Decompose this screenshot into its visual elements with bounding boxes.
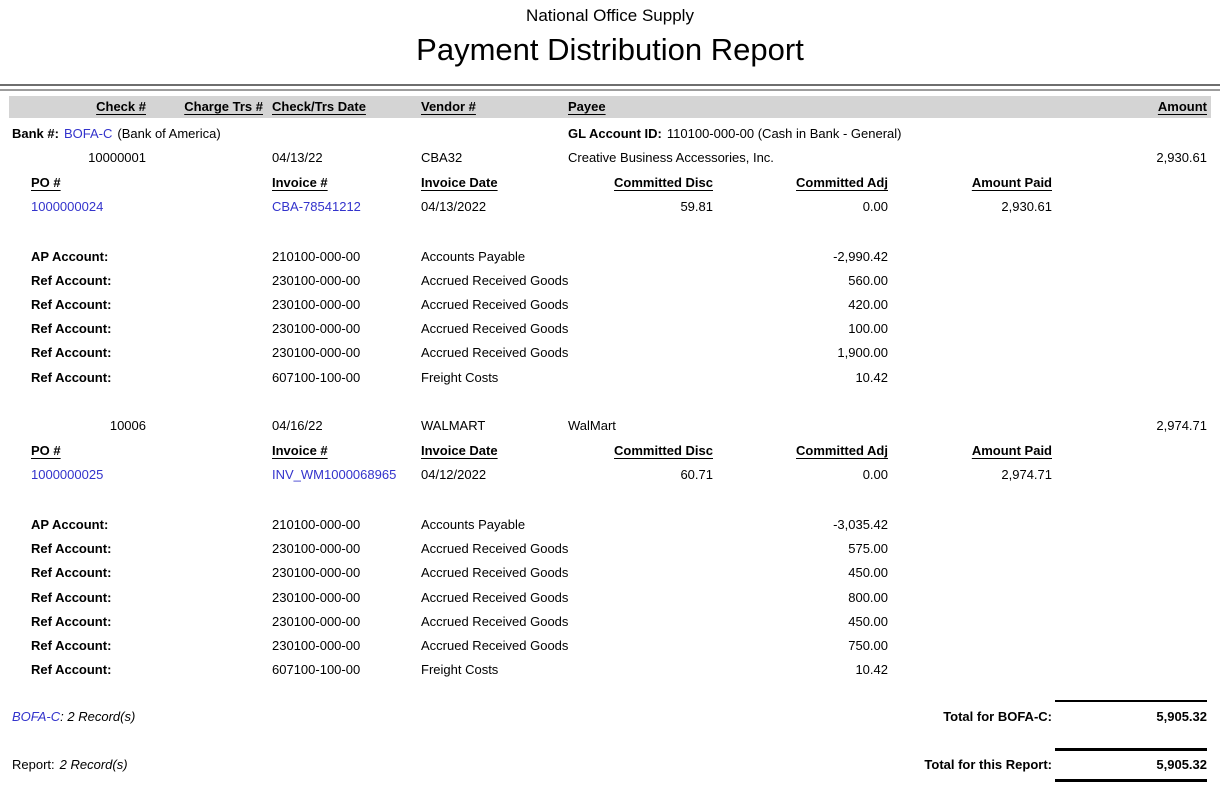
account-amount: 800.00 (848, 590, 888, 605)
check-trs-date: 04/16/22 (272, 418, 323, 433)
account-amount: 10.42 (855, 370, 888, 385)
account-number: 230100-000-00 (272, 590, 361, 605)
report-title: Payment Distribution Report (416, 32, 804, 67)
amount-paid: 2,974.71 (1001, 467, 1052, 482)
account-description: Accounts Payable (421, 517, 526, 532)
account-amount: 560.00 (848, 273, 888, 288)
col-header-invoice-date: Invoice Date (421, 175, 498, 190)
check-row (0, 150, 1220, 168)
account-number: 210100-000-00 (272, 517, 361, 532)
account-label: AP Account: (31, 517, 109, 532)
account-label: Ref Account: (31, 273, 112, 288)
account-number: 230100-000-00 (272, 541, 361, 556)
payee-name: Creative Business Accessories, Inc. (568, 150, 774, 165)
col-header-po-no: PO # (31, 443, 61, 458)
committed-adj: 0.00 (862, 199, 888, 214)
account-row (0, 273, 1220, 291)
account-number: 230100-000-00 (272, 297, 361, 312)
report-total-rule-top (1055, 748, 1207, 751)
col-header-invoice-no: Invoice # (272, 443, 328, 458)
bank-code-link[interactable]: BOFA-C (63, 126, 113, 141)
account-label: AP Account: (31, 249, 109, 264)
account-number: 230100-000-00 (272, 614, 361, 629)
report-total-amount: 5,905.32 (1156, 757, 1207, 772)
report-record-count (12, 757, 128, 772)
account-label: Ref Account: (31, 614, 112, 629)
account-row (0, 321, 1220, 339)
account-label: Ref Account: (31, 297, 112, 312)
gl-account-value: 110100-000-00 (Cash in Bank - General) (666, 126, 902, 141)
col-header-amount: Amount (1157, 99, 1207, 114)
account-label: Ref Account: (31, 590, 112, 605)
account-number: 230100-000-00 (272, 565, 361, 580)
title-divider-line-bottom (0, 89, 1220, 91)
account-description: Accrued Received Goods (421, 565, 569, 580)
payee-name: WalMart (568, 418, 616, 433)
account-row (0, 297, 1220, 315)
account-row (0, 517, 1220, 535)
invoice-number-link[interactable]: CBA-78541212 (272, 199, 361, 214)
account-row (0, 249, 1220, 267)
bank-total-rule (1055, 700, 1207, 702)
committed-disc: 59.81 (680, 199, 713, 214)
col-header-invoice-no: Invoice # (272, 175, 328, 190)
account-description: Freight Costs (421, 662, 499, 677)
po-number-link[interactable]: 1000000025 (31, 467, 104, 482)
account-number: 607100-100-00 (272, 370, 361, 385)
bank-info (12, 126, 221, 141)
account-amount: 750.00 (848, 638, 888, 653)
col-header-vendor-no: Vendor # (421, 99, 476, 114)
col-header-charge-trs-no: Charge Trs # (184, 99, 263, 114)
account-row (0, 345, 1220, 363)
account-description: Accrued Received Goods (421, 321, 569, 336)
vendor-number: WALMART (421, 418, 486, 433)
account-amount: 575.00 (848, 541, 888, 556)
report-record-count-text: 2 Record(s) (59, 757, 128, 772)
account-number: 210100-000-00 (272, 249, 361, 264)
vendor-number: CBA32 (421, 150, 463, 165)
invoice-number-link[interactable]: INV_WM1000068965 (272, 467, 397, 482)
col-header-committed-adj: Committed Adj (796, 175, 888, 190)
account-row (0, 662, 1220, 680)
account-label: Ref Account: (31, 565, 112, 580)
invoice-date: 04/12/2022 (421, 467, 487, 482)
bank-row (0, 126, 1220, 144)
account-row (0, 541, 1220, 559)
account-number: 230100-000-00 (272, 321, 361, 336)
account-description: Accrued Received Goods (421, 297, 569, 312)
committed-disc: 60.71 (680, 467, 713, 482)
check-trs-date: 04/13/22 (272, 150, 323, 165)
account-amount: 100.00 (848, 321, 888, 336)
account-description: Accrued Received Goods (421, 638, 569, 653)
bank-name: (Bank of America) (117, 126, 221, 141)
bank-total-amount: 5,905.32 (1156, 709, 1207, 724)
bank-record-count-text: : 2 Record(s) (60, 709, 136, 724)
invoice-header-row (0, 443, 1220, 461)
account-amount: -2,990.42 (833, 249, 888, 264)
invoice-row (0, 467, 1220, 485)
account-row (0, 590, 1220, 608)
bank-record-count (12, 709, 135, 724)
col-header-invoice-date: Invoice Date (421, 443, 498, 458)
account-number: 230100-000-00 (272, 345, 361, 360)
account-description: Accrued Received Goods (421, 541, 569, 556)
account-number: 230100-000-00 (272, 273, 361, 288)
invoice-row (0, 199, 1220, 217)
bank-label: Bank #: (12, 126, 59, 141)
title-divider-line-top (0, 84, 1220, 86)
account-description: Accrued Received Goods (421, 590, 569, 605)
col-header-amount-paid: Amount Paid (971, 443, 1052, 458)
account-row (0, 614, 1220, 632)
account-description: Accounts Payable (421, 249, 526, 264)
committed-adj: 0.00 (862, 467, 888, 482)
account-label: Ref Account: (31, 541, 112, 556)
bank-total-label: Total for BOFA-C: (943, 709, 1052, 724)
account-number: 230100-000-00 (272, 638, 361, 653)
account-number: 607100-100-00 (272, 662, 361, 677)
po-number-link[interactable]: 1000000024 (31, 199, 104, 214)
account-label: Ref Account: (31, 321, 112, 336)
account-label: Ref Account: (31, 662, 112, 677)
report-label: Report: (12, 757, 55, 772)
account-amount: -3,035.42 (833, 517, 888, 532)
col-header-committed-adj: Committed Adj (796, 443, 888, 458)
account-amount: 420.00 (848, 297, 888, 312)
invoice-header-row (0, 175, 1220, 193)
account-label: Ref Account: (31, 370, 112, 385)
check-amount: 2,930.61 (1156, 150, 1207, 165)
invoice-date: 04/13/2022 (421, 199, 487, 214)
account-amount: 10.42 (855, 662, 888, 677)
amount-paid: 2,930.61 (1001, 199, 1052, 214)
col-header-committed-disc: Committed Disc (614, 443, 713, 458)
gl-account-label: GL Account ID: (568, 126, 662, 141)
col-header-amount-paid: Amount Paid (971, 175, 1052, 190)
account-amount: 450.00 (848, 614, 888, 629)
account-description: Accrued Received Goods (421, 614, 569, 629)
report-total-label: Total for this Report: (924, 757, 1052, 772)
account-row (0, 638, 1220, 656)
account-amount: 1,900.00 (837, 345, 888, 360)
report-total-row (0, 757, 1220, 775)
account-label: Ref Account: (31, 638, 112, 653)
col-header-payee: Payee (568, 99, 606, 114)
col-header-po-no: PO # (31, 175, 61, 190)
account-amount: 450.00 (848, 565, 888, 580)
company-name: National Office Supply (526, 6, 694, 25)
bank-code-link[interactable]: BOFA-C (12, 709, 61, 724)
col-header-check-trs-date: Check/Trs Date (272, 99, 366, 114)
bank-total-row (0, 709, 1220, 727)
report-total-rule-bottom (1055, 779, 1207, 782)
check-row (0, 418, 1220, 436)
check-number: 10000001 (88, 150, 146, 165)
account-row (0, 565, 1220, 583)
column-header-row (0, 99, 1220, 117)
col-header-check-no: Check # (96, 99, 146, 114)
check-amount: 2,974.71 (1156, 418, 1207, 433)
account-row (0, 370, 1220, 388)
gl-account-info (568, 126, 902, 141)
col-header-committed-disc: Committed Disc (614, 175, 713, 190)
account-description: Accrued Received Goods (421, 345, 569, 360)
account-label: Ref Account: (31, 345, 112, 360)
account-description: Freight Costs (421, 370, 499, 385)
account-description: Accrued Received Goods (421, 273, 569, 288)
check-number: 10006 (109, 418, 146, 433)
